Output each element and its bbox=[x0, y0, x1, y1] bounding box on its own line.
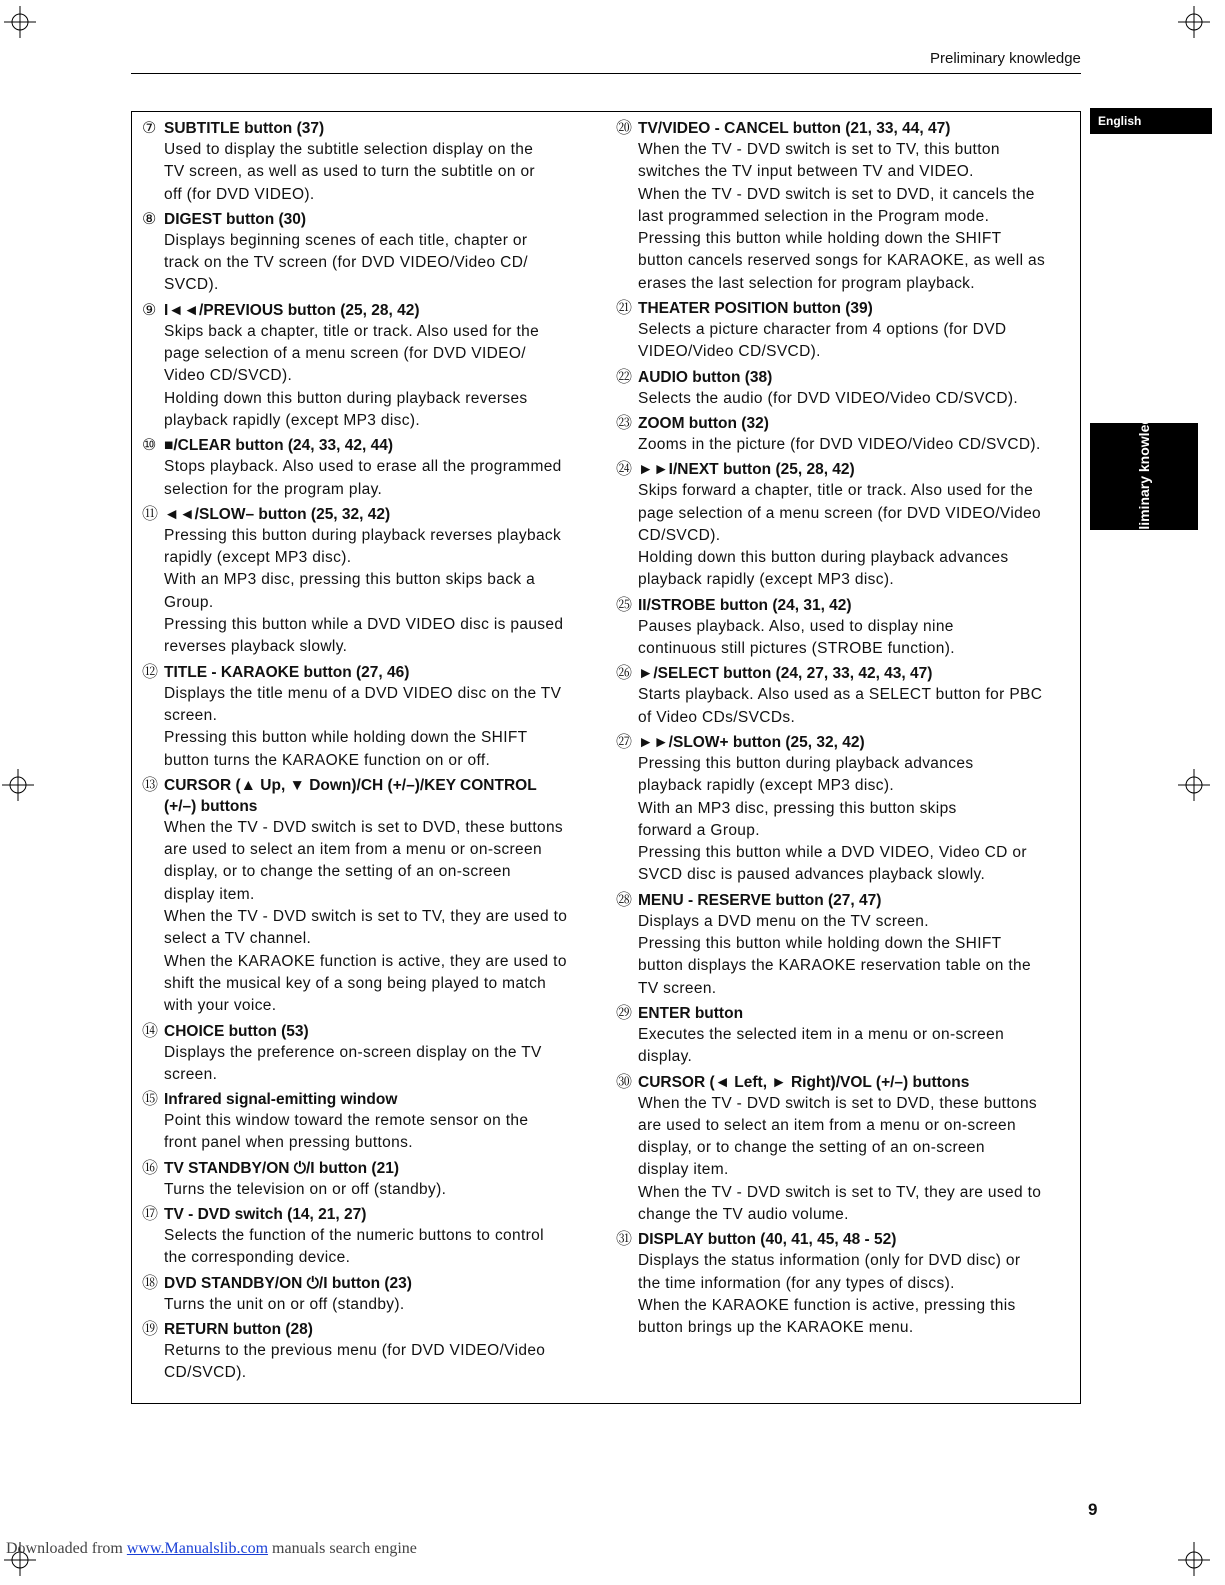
item-number: ㉖ bbox=[616, 665, 633, 683]
item-number: ㉕ bbox=[616, 596, 633, 614]
item-number: ㉒ bbox=[616, 368, 633, 386]
item-title: I◄◄/PREVIOUS button (25, 28, 42) bbox=[164, 301, 420, 319]
item-description: When the TV - DVD switch is set to DVD, these buttons are used to select an item from a menu or on-screen display, or to change the setting of an on-screen display item. When the TV - DVD switch is set to TV, they are used to select a TV channel. When the KARAOKE function is active, they are used to shift the musical key of a song being played to match with your voice. bbox=[164, 818, 568, 1015]
item-number: ⑲ bbox=[142, 1320, 159, 1338]
list-item bbox=[142, 1021, 607, 1087]
item-description: Pressing this button during playback reverses playback rapidly (except MP3 disc). With an MP3 disc, pressing this button skips back a Group. Pressing this button while a DVD VIDEO disc is paused reverses playback slowly. bbox=[164, 526, 564, 656]
header-rule bbox=[131, 73, 1081, 74]
item-number: ㉑ bbox=[616, 300, 633, 318]
item-number: ㉚ bbox=[616, 1073, 633, 1091]
list-item bbox=[142, 1273, 607, 1316]
crop-mark-icon bbox=[0, 0, 40, 40]
list-item bbox=[142, 118, 607, 206]
item-number: ⑦ bbox=[142, 120, 157, 137]
item-title: DIGEST button (30) bbox=[164, 210, 307, 228]
item-description: Selects the function of the numeric buttons to control the corresponding device. bbox=[164, 1226, 544, 1267]
item-title: DVD STANDBY/ON ⏻/I button (23) bbox=[164, 1274, 412, 1292]
list-item bbox=[142, 1204, 607, 1270]
list-item bbox=[616, 595, 1081, 661]
item-number: ⑫ bbox=[142, 663, 159, 681]
item-description: Skips back a chapter, title or track. Also used for the page selection of a menu screen (for DVD VIDEO/ Video CD/SVCD). Holding down this button during playback reverses playback rapidly (except MP3 disc). bbox=[164, 322, 540, 429]
item-number: ㉙ bbox=[616, 1004, 633, 1022]
list-item bbox=[616, 663, 1081, 729]
item-title: ENTER button bbox=[638, 1004, 744, 1022]
item-description: Displays a DVD menu on the TV screen. Pressing this button while holding down the SHIFT button displays the KARAOKE reservation table on the TV screen. bbox=[638, 912, 1031, 997]
item-title: TITLE - KARAOKE button (27, 46) bbox=[164, 663, 410, 681]
left-column bbox=[142, 118, 607, 1387]
list-item bbox=[616, 890, 1081, 1000]
list-item bbox=[616, 298, 1081, 364]
list-item bbox=[616, 413, 1081, 456]
item-description: Pauses playback. Also, used to display nine continuous still pictures (STROBE function). bbox=[638, 617, 955, 658]
running-header: Preliminary knowledge bbox=[930, 50, 1081, 67]
item-number: ⑧ bbox=[142, 210, 157, 228]
item-title: II/STROBE button (24, 31, 42) bbox=[638, 596, 852, 614]
content-box bbox=[131, 111, 1081, 1404]
item-title: AUDIO button (38) bbox=[638, 368, 773, 386]
item-description: Displays the status information (only for DVD disc) or the time information (for any types of discs). When the KARAOKE function is active, pressing this button brings up the KARAOKE menu. bbox=[638, 1252, 1021, 1337]
item-title: RETURN button (28) bbox=[164, 1320, 313, 1338]
item-number: ㉔ bbox=[616, 461, 633, 479]
list-item bbox=[616, 1003, 1081, 1069]
footer-prefix: Downloaded from bbox=[6, 1540, 127, 1557]
item-description: Skips forward a chapter, title or track. Also used for the page selection of a menu screen (for DVD VIDEO/Video CD/SVCD). Holding down this button during playback advances playback rapidly (except MP3 disc). bbox=[638, 482, 1042, 589]
item-title: ►/SELECT button (24, 27, 33, 42, 43, 47) bbox=[638, 665, 933, 683]
item-title: DISPLAY button (40, 41, 45, 48 - 52) bbox=[638, 1231, 897, 1249]
manualslib-link[interactable]: www.Manualslib.com bbox=[126, 1540, 269, 1557]
item-title: TV STANDBY/ON ⏻/I button (21) bbox=[164, 1159, 399, 1177]
item-description: Used to display the subtitle selection display on the TV screen, as well as used to turn the subtitle on or off (for DVD VIDEO). bbox=[164, 141, 535, 203]
item-title: CHOICE button (53) bbox=[164, 1022, 309, 1040]
page-number: 9 bbox=[1088, 1500, 1098, 1519]
item-title: ■/CLEAR button (24, 33, 42, 44) bbox=[164, 437, 393, 455]
item-description: Pressing this button during playback advances playback rapidly (except MP3 disc). With an MP3 disc, pressing this button skips forward a Group. Pressing this button while a DVD VIDEO, Video CD or SVCD disc is paused advances playback slowly. bbox=[638, 754, 1027, 884]
item-number: ⑳ bbox=[616, 120, 633, 137]
list-item bbox=[142, 1158, 607, 1201]
item-title: TV/VIDEO - CANCEL button (21, 33, 44, 47) bbox=[638, 120, 951, 137]
item-description: Zooms in the picture (for DVD VIDEO/Video CD/SVCD). bbox=[638, 435, 1041, 453]
list-item bbox=[616, 459, 1081, 591]
item-number: ⑯ bbox=[142, 1159, 159, 1177]
item-number: ⑱ bbox=[142, 1274, 159, 1292]
item-description: Turns the television on or off (standby). bbox=[164, 1180, 447, 1198]
item-number: ⑰ bbox=[142, 1205, 159, 1223]
item-number: ⑭ bbox=[142, 1022, 159, 1040]
item-number: ㉛ bbox=[616, 1231, 633, 1249]
item-title: ZOOM button (32) bbox=[638, 414, 769, 432]
language-tab: English bbox=[1090, 108, 1212, 134]
section-tab bbox=[1090, 399, 1198, 553]
crop-mark-icon bbox=[1174, 1540, 1214, 1580]
section-tab-label: Preliminary knowledge bbox=[1136, 399, 1152, 553]
item-title: CURSOR (◄ Left, ► Right)/VOL (+/–) buttons bbox=[638, 1073, 970, 1091]
item-description: Stops playback. Also used to erase all the programmed selection for the program play. bbox=[164, 458, 562, 498]
item-title: ►►/SLOW+ button (25, 32, 42) bbox=[638, 733, 865, 751]
list-item bbox=[616, 1229, 1081, 1339]
item-title: CURSOR (▲ Up, ▼ Down)/CH (+/–)/KEY CONTROL (+/–) buttons bbox=[164, 776, 537, 815]
item-title: THEATER POSITION button (39) bbox=[638, 300, 873, 318]
item-number: ㉘ bbox=[616, 891, 633, 909]
crop-mark-icon bbox=[1176, 765, 1216, 805]
list-item bbox=[142, 662, 607, 772]
item-number: ⑮ bbox=[142, 1091, 159, 1109]
list-item bbox=[142, 775, 607, 1018]
item-description: When the TV - DVD switch is set to DVD, these buttons are used to select an item from a menu or on-screen display, or to change the setting of an on-screen display item. When the TV - DVD switch is set to TV, they are used to change the TV audio volume. bbox=[638, 1094, 1042, 1223]
item-description: Point this window toward the remote sensor on the front panel when pressing buttons. bbox=[164, 1112, 529, 1152]
item-number: ⑩ bbox=[142, 437, 157, 455]
item-description: Turns the unit on or off (standby). bbox=[164, 1295, 405, 1313]
item-description: Selects the audio (for DVD VIDEO/Video CD/SVCD). bbox=[638, 389, 1019, 407]
footer-suffix: manuals search engine bbox=[268, 1540, 417, 1557]
item-title: ◄◄/SLOW– button (25, 32, 42) bbox=[164, 505, 391, 523]
item-description: Starts playback. Also used as a SELECT button for PBC of Video CDs/SVCDs. bbox=[638, 686, 1043, 726]
item-description: Displays beginning scenes of each title, chapter or track on the TV screen (for DVD VIDEO/Video CD/ SVCD). bbox=[164, 231, 528, 294]
list-item bbox=[142, 1319, 607, 1385]
item-description: Displays the title menu of a DVD VIDEO disc on the TV screen. Pressing this button while holding down the SHIFT button turns the KARAOKE function on or off. bbox=[164, 684, 562, 769]
list-item bbox=[142, 209, 607, 297]
list-item bbox=[616, 1072, 1081, 1227]
item-number: ⑨ bbox=[142, 301, 157, 319]
item-title: SUBTITLE button (37) bbox=[164, 120, 325, 137]
item-title: TV - DVD switch (14, 21, 27) bbox=[164, 1205, 367, 1223]
item-title: MENU - RESERVE button (27, 47) bbox=[638, 891, 882, 909]
item-title: Infrared signal-emitting window bbox=[164, 1091, 398, 1109]
item-description: When the TV - DVD switch is set to TV, this button switches the TV input between TV and VIDEO. When the TV - DVD switch is set to DVD, it cancels the last programmed selection in the Program mode. Pressing this button while holding down the SHIFT button cancels reserved songs for KARAOKE, as well as erases the last selection for program playback. bbox=[638, 141, 1046, 292]
item-description: Executes the selected item in a menu or on-screen display. bbox=[638, 1025, 1005, 1066]
item-description: Selects a picture character from 4 options (for DVD VIDEO/Video CD/SVCD). bbox=[638, 321, 1007, 361]
list-item bbox=[616, 118, 1081, 295]
list-item bbox=[142, 504, 607, 659]
footer bbox=[6, 1540, 417, 1558]
right-column bbox=[616, 118, 1081, 1342]
list-item bbox=[142, 435, 607, 501]
item-number: ㉓ bbox=[616, 414, 633, 432]
item-number: ㉗ bbox=[616, 733, 633, 751]
crop-mark-icon bbox=[0, 765, 40, 805]
list-item bbox=[142, 1089, 607, 1155]
list-item bbox=[616, 732, 1081, 887]
list-item bbox=[616, 367, 1081, 410]
item-description: Returns to the previous menu (for DVD VIDEO/Video CD/SVCD). bbox=[164, 1341, 546, 1382]
list-item bbox=[142, 300, 607, 432]
item-number: ⑪ bbox=[142, 505, 159, 523]
crop-mark-icon bbox=[1174, 0, 1214, 40]
item-title: ►►I/NEXT button (25, 28, 42) bbox=[638, 461, 855, 479]
item-number: ⑬ bbox=[142, 776, 159, 794]
item-description: Displays the preference on-screen display on the TV screen. bbox=[164, 1043, 542, 1083]
